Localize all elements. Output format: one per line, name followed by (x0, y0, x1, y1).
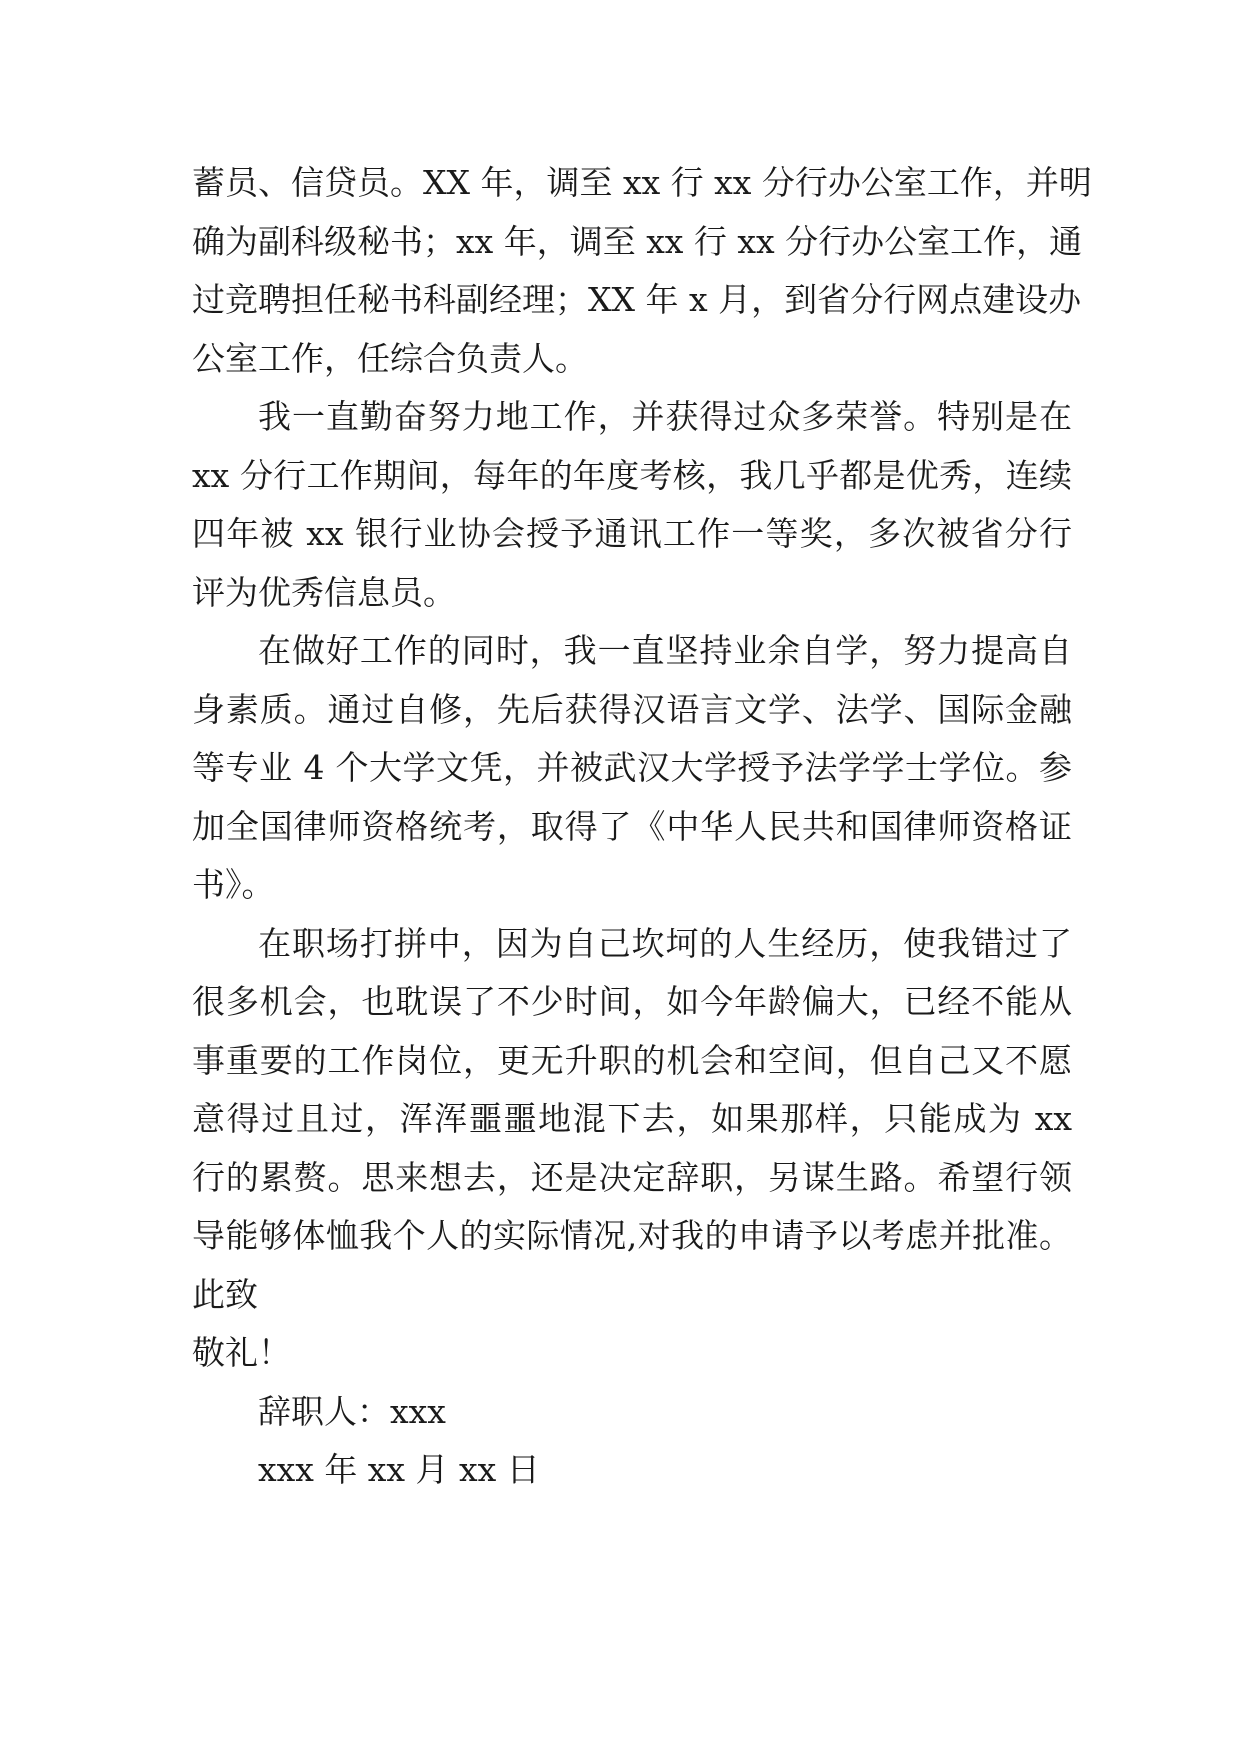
paragraph-line: 确为副科级秘书；xx 年，调至 xx 行 xx 分行办公室工作，通 (192, 221, 1083, 261)
paragraph-line: 很多机会，也耽误了不少时间，如今年龄偏大，已经不能从 (192, 982, 1072, 1021)
letter-body (192, 154, 1092, 1500)
paragraph-line: 蓄员、信贷员。XX 年，调至 xx 行 xx 分行办公室工作，并明 (192, 163, 1092, 202)
paragraph-line: 事重要的工作岗位，更无升职的机会和空间，但自己又不愿 (192, 1040, 1072, 1080)
paragraph-1 (192, 154, 1092, 388)
signature-line: 辞职人：xxx (258, 1391, 446, 1431)
closing-block (192, 1266, 1072, 1500)
paragraph-3 (192, 622, 1072, 915)
salutation-line-2: 敬礼！ (192, 1333, 291, 1372)
paragraph-line: 评为优秀信息员。 (192, 572, 456, 612)
paragraph-line: 在做好工作的同时，我一直坚持业余自学，努力提高自 (258, 631, 1072, 670)
paragraph-line: 在职场打拼中，因为自己坎坷的人生经历，使我错过了 (258, 923, 1072, 963)
paragraph-2 (192, 388, 1072, 622)
paragraph-line: 等专业 4 个大学文凭，并被武汉大学授予法学学士学位。参 (192, 748, 1072, 787)
salutation-line-1: 此致 (192, 1274, 258, 1314)
paragraph-line: 导能够体恤我个人的实际情况,对我的申请予以考虑并批准。 (192, 1216, 1072, 1255)
paragraph-line: 公室工作，任综合负责人。 (192, 338, 588, 378)
paragraph-line: 加全国律师资格统考，取得了《中华人民共和国律师资格证 (192, 806, 1072, 846)
paragraph-line: xx 分行工作期间，每年的年度考核，我几乎都是优秀，连续 (192, 455, 1072, 495)
paragraph-line: 意得过且过，浑浑噩噩地混下去，如果那样，只能成为 xx (192, 1099, 1072, 1138)
paragraph-line: 书》。 (192, 865, 275, 904)
paragraph-line: 身素质。通过自修，先后获得汉语言文学、法学、国际金融 (192, 689, 1072, 729)
paragraph-line: 行的累赘。思来想去，还是决定辞职，另谋生路。希望行领 (192, 1157, 1072, 1197)
paragraph-4 (192, 915, 1072, 1266)
paragraph-line: 四年被 xx 银行业协会授予通讯工作一等奖，多次被省分行 (192, 514, 1072, 553)
date-line: xxx 年 xx 月 xx 日 (258, 1450, 540, 1489)
paragraph-line: 我一直勤奋努力地工作，并获得过众多荣誉。特别是在 (258, 397, 1072, 436)
paragraph-line: 过竞聘担任秘书科副经理；XX 年 x 月，到省分行网点建设办 (192, 280, 1082, 319)
